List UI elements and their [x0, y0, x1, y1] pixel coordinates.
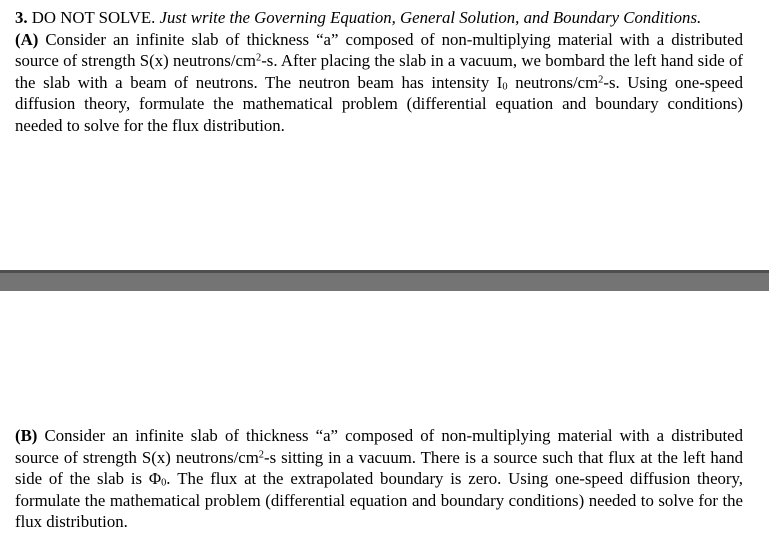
part-b-text-segment: . The flux at the extrapolated boundary is zero. Using one-speed diffusion theory, formulate the mathematical problem (differential equation and boundary conditions) needed to solve for the flux distribution. [15, 469, 743, 531]
part-b-block [15, 425, 743, 533]
part-a-subscript: 0 [502, 81, 508, 93]
problem-number: 3. [15, 8, 28, 27]
part-a-text [15, 29, 743, 137]
part-a-superscript: 2 [256, 52, 262, 64]
part-b-subscript: 0 [161, 477, 167, 489]
part-b-text-segment: -s sitting in a vacuum. There is a source such that flux at the left hand side of the slab is Φ [15, 447, 743, 488]
part-a-label: (A) [15, 29, 39, 49]
part-b-text [15, 425, 743, 533]
problem-directive: Just write the Governing Equation, General Solution, and Boundary Conditions. [159, 8, 702, 27]
part-a-text-segment: Consider an infinite slab of thickness “a” composed of non-multiplying material with a distributed source of strength S(x) neutrons/cm [15, 29, 743, 70]
problem-header [15, 7, 743, 29]
part-a-superscript: 2 [598, 73, 604, 85]
problem-3-block [15, 7, 743, 136]
problem-instruction: DO NOT SOLVE. [31, 8, 156, 27]
part-a-text-segment: neutrons/cm [507, 72, 599, 92]
page-divider-edge [0, 270, 769, 273]
part-b-label: (B) [15, 426, 38, 445]
part-a-text-segment: -s. Using one-speed diffusion theory, formulate the mathematical problem (differential equation and boundary conditions) needed to solve for the flux distribution. [15, 72, 743, 135]
part-a-text-segment: -s. After placing the slab in a vacuum, we bombard the left hand side of the slab with a beam of neutrons. The neutron beam has intensity I [15, 51, 743, 92]
part-b-text-segment: Consider an infinite slab of thickness “a” composed of non-multiplying material with a distributed source of strength S(x) neutrons/cm [15, 426, 744, 467]
page-divider [0, 270, 769, 291]
part-b-superscript: 2 [258, 448, 264, 460]
